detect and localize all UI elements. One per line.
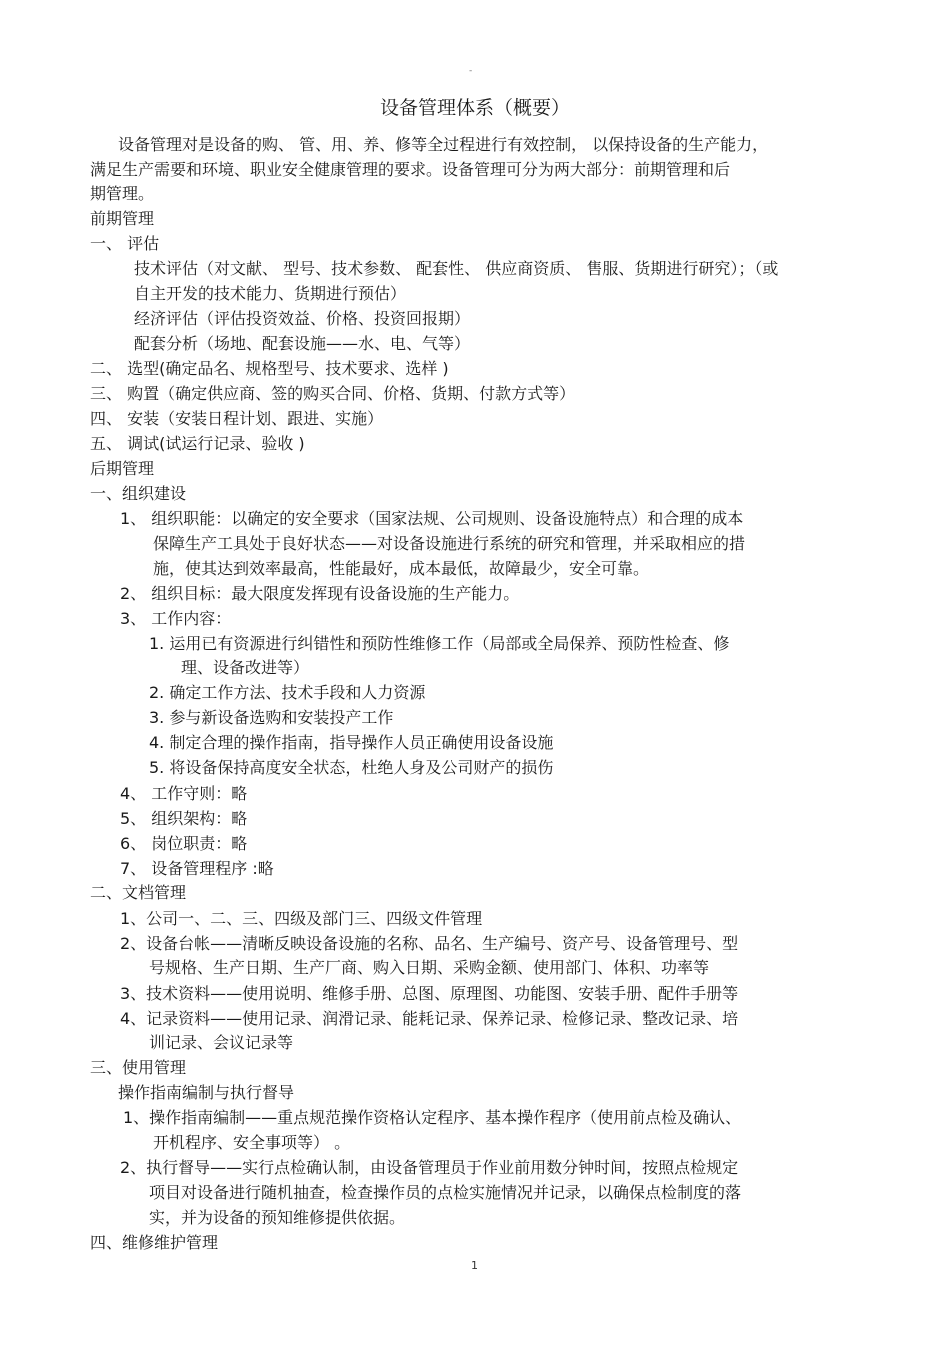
list-item: 3. 参与新设备选购和安装投产工作 [149, 708, 394, 727]
list-item: 1、公司一、二、三、四级及部门三、四级文件管理 [120, 909, 483, 928]
list-item: 2、 组织目标：最大限度发挥现有设备设施的生产能力。 [120, 584, 520, 603]
section-heading: 前期管理 [90, 209, 155, 228]
body-line: 施，使其达到效率最高，性能最好，成本最低，故障最少，安全可靠。 [153, 559, 650, 578]
list-item: 二、文档管理 [90, 883, 187, 902]
list-item: 4. 制定合理的操作指南，指导操作人员正确使用设备设施 [149, 733, 554, 752]
list-item: 四、维修维护管理 [90, 1233, 219, 1252]
list-item: 4、 工作守则：略 [120, 784, 248, 803]
section-heading: 后期管理 [90, 459, 155, 478]
body-line: 经济评估（评估投资效益、价格、投资回报期） [134, 309, 471, 328]
body-line: 号规格、生产日期、生产厂商、购入日期、采购金额、使用部门、体积、功率等 [149, 958, 710, 977]
list-item: 三、使用管理 [90, 1058, 187, 1077]
list-item: 四、 安装（安装日程计划、跟进、实施） [90, 409, 384, 428]
list-item: 二、 选型(确定品名、规格型号、技术要求、选样 ) [90, 359, 449, 378]
body-line: 理、设备改进等） [181, 658, 310, 677]
body-line: 操作指南编制与执行督导 [118, 1083, 295, 1102]
list-item: 2、设备台帐——清晰反映设备设施的名称、品名、生产编号、资产号、设备管理号、型 [120, 934, 739, 953]
body-line: 自主开发的技术能力、货期进行预估） [134, 284, 407, 303]
list-item: 5. 将设备保持高度安全状态，杜绝人身及公司财产的损伤 [149, 758, 554, 777]
body-line: 项目对设备进行随机抽查，检查操作员的点检实施情况并记录，以确保点检制度的落 [149, 1183, 742, 1202]
body-line: 配套分析（场地、配套设施——水、电、气等） [134, 334, 471, 353]
list-item: 5、 组织架构：略 [120, 809, 248, 828]
list-item: 7、 设备管理程序 :略 [120, 859, 274, 878]
list-item: 1. 运用已有资源进行纠错性和预防性维修工作（局部或全局保养、预防性检查、修 [149, 634, 730, 653]
list-item: 4、记录资料——使用记录、润滑记录、能耗记录、保养记录、检修记录、整改记录、培 [120, 1009, 739, 1028]
list-item: 6、 岗位职责：略 [120, 834, 248, 853]
body-line: 训记录、会议记录等 [149, 1033, 294, 1052]
top-mark: - [469, 66, 473, 76]
body-line: 实，并为设备的预知维修提供依据。 [149, 1208, 406, 1227]
list-item: 一、组织建设 [90, 484, 187, 503]
page-number: 1 [471, 1259, 478, 1272]
list-item: 五、 调试(试运行记录、验收 ) [90, 434, 305, 453]
list-item: 3、技术资料——使用说明、维修手册、总图、原理图、功能图、安装手册、配件手册等 [120, 984, 739, 1003]
list-item: 1、操作指南编制——重点规范操作资格认定程序、基本操作程序（使用前点检及确认、 [123, 1108, 742, 1127]
body-line: 技术评估（对文献、 型号、技术参数、 配套性、 供应商资质、 售服、货期进行研究）；（或 [134, 259, 779, 278]
body-line: 开机程序、安全事项等） 。 [153, 1133, 351, 1152]
body-line: 保障生产工具处于良好状态——对设备设施进行系统的研究和管理，并采取相应的措 [153, 534, 746, 553]
list-item: 三、 购置（确定供应商、签的购买合同、价格、货期、付款方式等） [90, 384, 576, 403]
document-title: 设备管理体系（概要） [379, 97, 570, 119]
list-item: 2、执行督导——实行点检确认制，由设备管理员于作业前用数分钟时间，按照点检规定 [120, 1158, 739, 1177]
body-line: 满足生产需要和环境、职业安全健康管理的要求。设备管理可分为两大部分：前期管理和后 [90, 160, 731, 179]
body-line: 期管理。 [90, 184, 155, 203]
list-item: 3、 工作内容： [120, 609, 232, 628]
list-item: 2. 确定工作方法、技术手段和人力资源 [149, 683, 426, 702]
list-item: 1、 组织职能：以确定的安全要求（国家法规、公司规则、设备设施特点）和合理的成本 [120, 509, 744, 528]
list-item: 一、 评估 [90, 234, 160, 253]
body-line: 设备管理对是设备的购、 管、用、养、修等全过程进行有效控制， 以保持设备的生产能力， [118, 135, 769, 154]
